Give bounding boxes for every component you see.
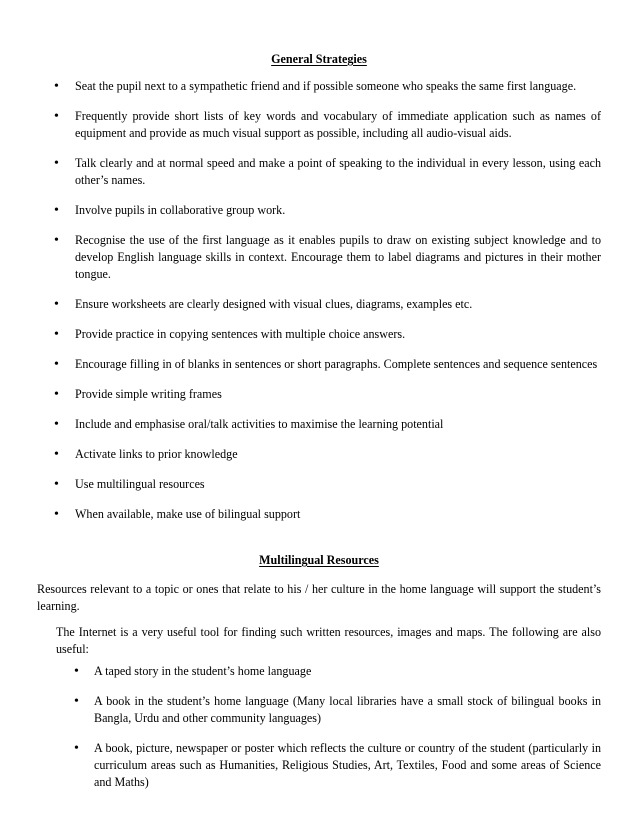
- list-item: • Provide simple writing frames: [0, 386, 638, 403]
- list-item: • Talk clearly and at normal speed and make a point of speaking to the individual in every lesson, using each other’s names.: [0, 155, 638, 189]
- list-item: • A book in the student’s home language (Many local libraries have a small stock of bilingual books in Bangla, Urdu and other community languages): [0, 693, 638, 727]
- list-item: • Recognise the use of the first language as it enables pupils to draw on existing subject knowledge and to develop English language skills in context. Encourage them to label diagrams and pictures in their mother tongue.: [0, 232, 638, 283]
- list-item: • Involve pupils in collaborative group work.: [0, 202, 638, 219]
- general-strategies-list: [0, 78, 638, 536]
- list-item: • Activate links to prior knowledge: [0, 446, 638, 463]
- list-item: • Seat the pupil next to a sympathetic friend and if possible someone who speaks the same first language.: [0, 78, 638, 95]
- multilingual-resources-heading: Multilingual Resources: [259, 553, 379, 567]
- list-item: • Include and emphasise oral/talk activities to maximise the learning potential: [0, 416, 638, 433]
- list-item: • A taped story in the student’s home language: [0, 663, 638, 680]
- list-item: • A book, picture, newspaper or poster which reflects the culture or country of the student (particularly in curriculum areas such as Humanities, Religious Studies, Art, Textiles, Food and some areas of Science and Maths): [0, 740, 638, 791]
- list-item: • Encourage filling in of blanks in sentences or short paragraphs. Complete sentences and sequence sentences: [0, 356, 638, 373]
- intro-paragraph: Resources relevant to a topic or ones that relate to his / her culture in the home language will support the student’s learning.: [37, 582, 601, 613]
- resources-list: [0, 663, 638, 804]
- list-item: • Frequently provide short lists of key words and vocabulary of immediate application such as names of equipment and provide as much visual support as possible, including all audio-visual aids.: [0, 108, 638, 142]
- general-strategies-heading: General Strategies: [271, 52, 367, 66]
- list-item: • When available, make use of bilingual support: [0, 506, 638, 523]
- list-item: • Use multilingual resources: [0, 476, 638, 493]
- internet-paragraph: The Internet is a very useful tool for finding such written resources, images and maps. The following are also useful:: [56, 625, 601, 656]
- list-item: • Provide practice in copying sentences with multiple choice answers.: [0, 326, 638, 343]
- list-item: • Ensure worksheets are clearly designed with visual clues, diagrams, examples etc.: [0, 296, 638, 313]
